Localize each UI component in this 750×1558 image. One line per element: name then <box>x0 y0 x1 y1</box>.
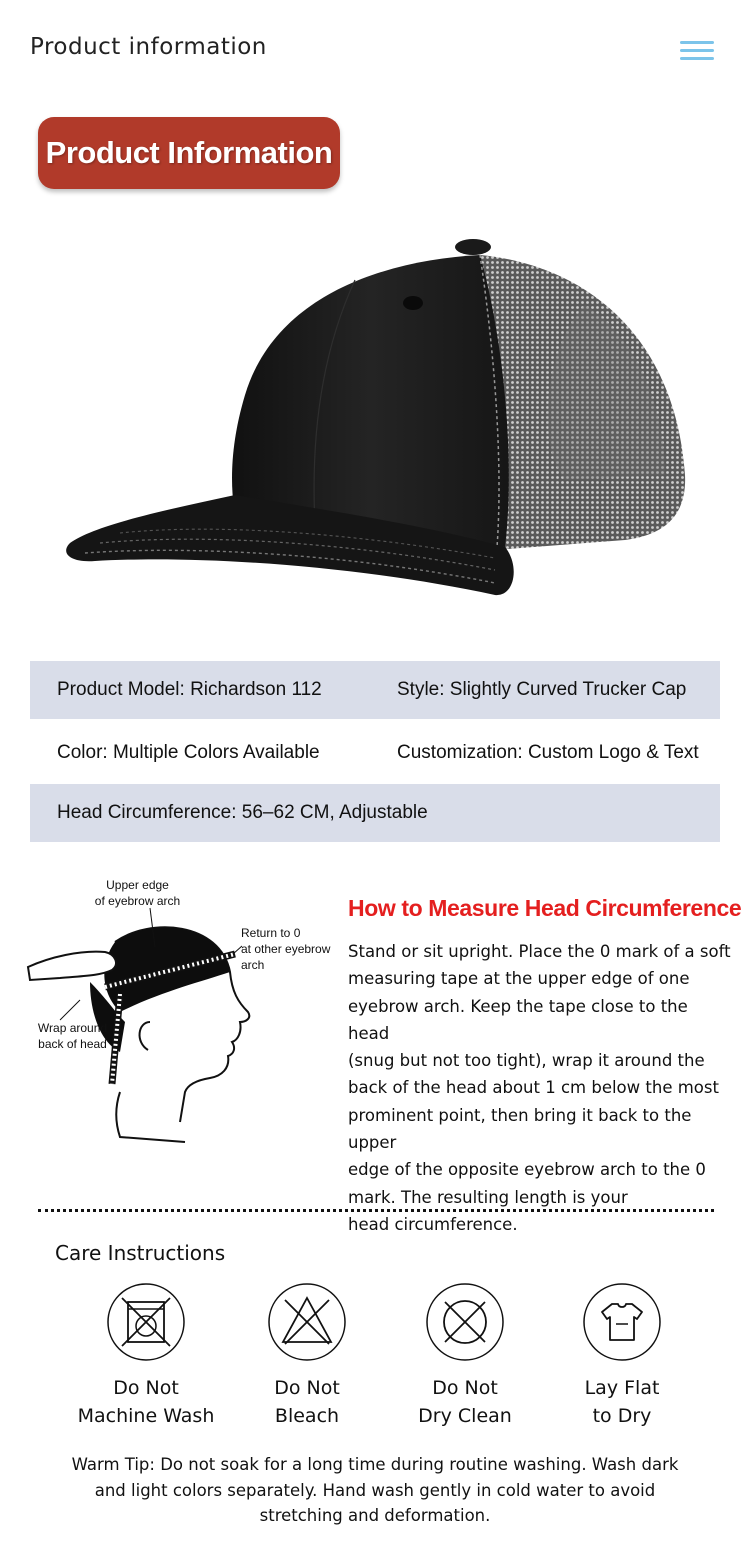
spec-style: Style: Slightly Curved Trucker Cap <box>397 679 687 700</box>
spec-product-model: Product Model: Richardson 112 <box>57 679 322 700</box>
warm-tip: Warm Tip: Do not soak for a long time during routine washing. Wash dark and light colors separately. Hand wash gently in cold water to avoid stretching and deformation. <box>71 1455 679 1525</box>
trucker-cap-image <box>25 225 725 620</box>
page-header <box>0 0 750 100</box>
care-label: Do Not Bleach <box>274 1377 340 1427</box>
diagram-label-upper-edge: Upper edge of eyebrow arch <box>94 878 181 908</box>
spec-row <box>30 724 720 782</box>
care-label: Do Not Dry Clean <box>418 1377 512 1427</box>
spec-head-circumference: Head Circumference: 56–62 CM, Adjustable <box>57 802 428 823</box>
care-instructions-title: Care Instructions <box>55 1241 226 1265</box>
diagram-label-wrap-around: Wrap around back of head <box>37 1021 108 1051</box>
care-label: Lay Flat to Dry <box>584 1377 660 1427</box>
care-label: Do Not Machine Wash <box>77 1377 215 1427</box>
diagram-label-return-to-zero: Return to 0 at other eyebrow arch <box>241 926 331 972</box>
hamburger-menu-icon[interactable] <box>678 38 716 66</box>
lay-flat-dry-icon <box>582 1282 662 1362</box>
care-item-no-dry-clean <box>385 1282 545 1430</box>
care-item-lay-flat-dry <box>542 1282 702 1430</box>
care-item-no-bleach <box>227 1282 387 1430</box>
measure-instructions: Stand or sit upright. Place the 0 mark of a soft measuring tape at the upper edge of one eyebrow arch. Keep the tape close to the head (snug but not too tight), wrap it around the back of the head about 1 cm below the most prominent point, then bring it back to the upper edge of the opposite eyebrow arch to the 0 mark. The resulting length is your head circumference. <box>348 942 731 1234</box>
head-measurement-diagram <box>20 872 340 1152</box>
measure-title: How to Measure Head Circumference <box>348 895 742 921</box>
spec-color: Color: Multiple Colors Available <box>57 742 320 763</box>
badge-label: Product Information <box>45 135 333 170</box>
head-illustration <box>20 872 340 1152</box>
no-dry-clean-icon <box>425 1282 505 1362</box>
spec-row <box>30 784 720 842</box>
no-machine-wash-icon <box>106 1282 186 1362</box>
product-information-badge <box>38 117 340 189</box>
section-divider <box>38 1209 714 1212</box>
spec-customization: Customization: Custom Logo & Text <box>397 742 699 763</box>
page-title: Product information <box>30 34 267 60</box>
care-item-no-machine-wash <box>66 1282 226 1430</box>
no-bleach-icon <box>267 1282 347 1362</box>
spec-row <box>30 661 720 719</box>
